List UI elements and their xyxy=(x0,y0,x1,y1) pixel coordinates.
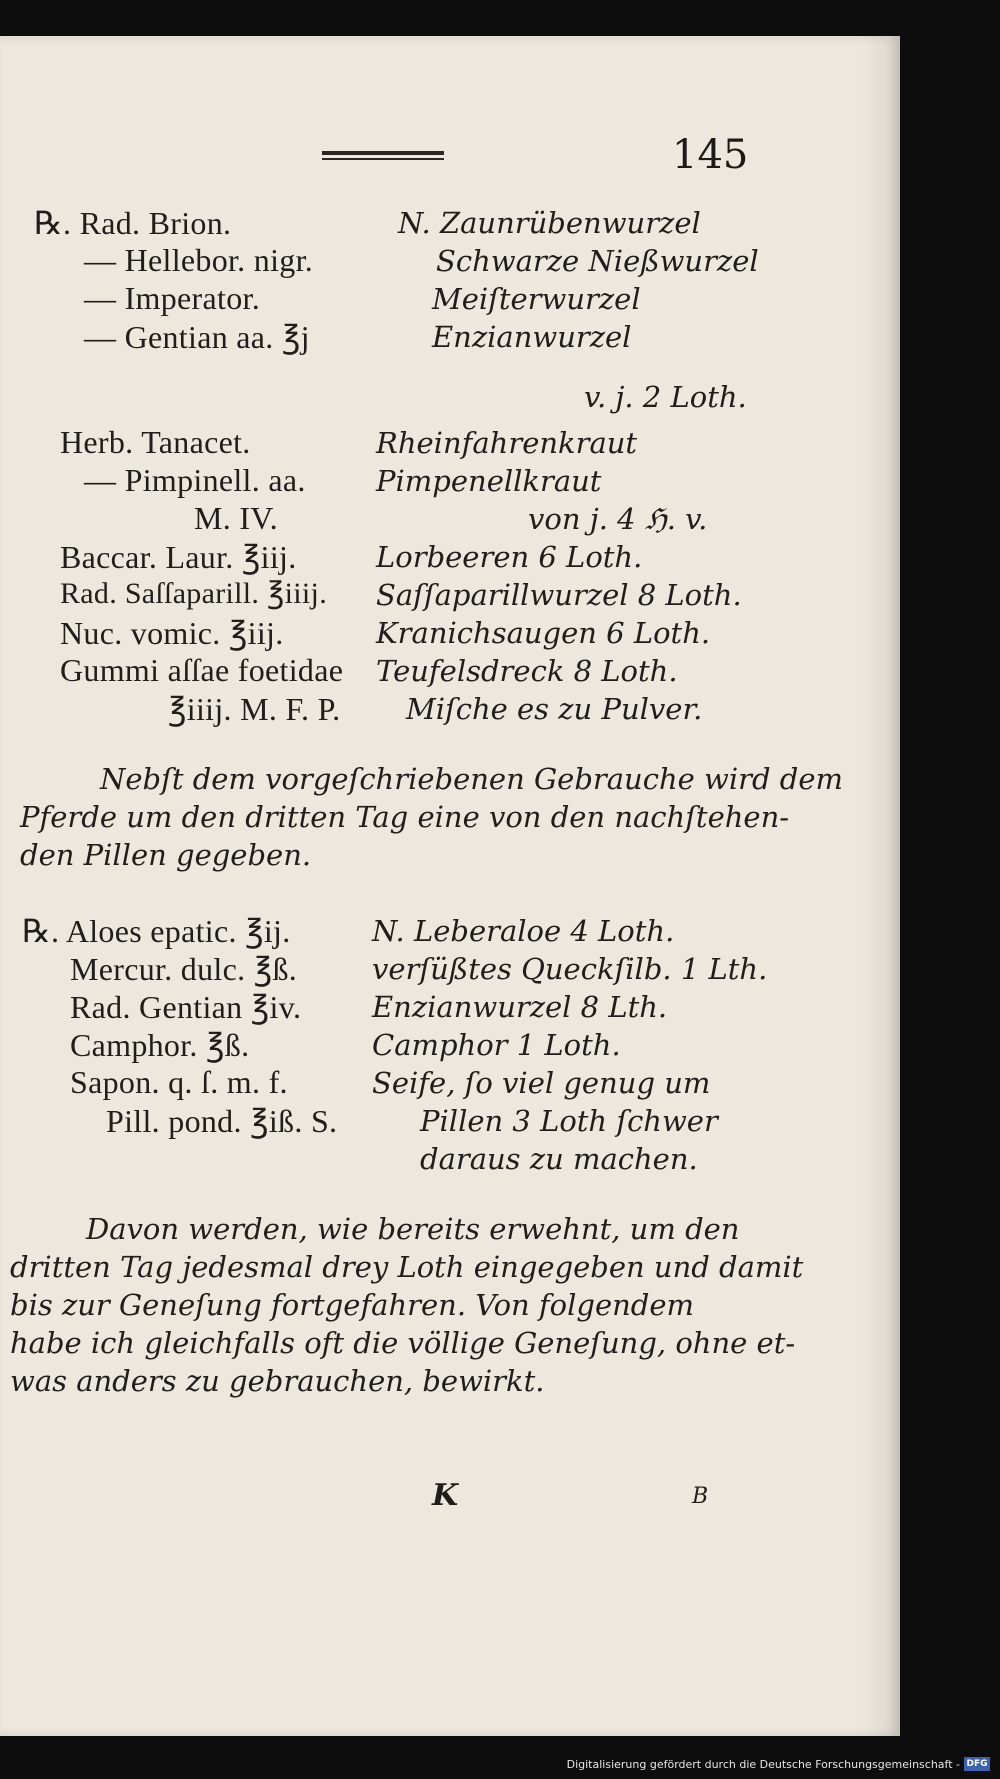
recipe1-german-line: Schwarze Nießwurzel xyxy=(436,244,759,278)
catchword: B xyxy=(692,1484,709,1509)
recipe2-german-line: Camphor 1 Loth. xyxy=(372,1028,621,1062)
recipe1-latin-line: ℞. Rad. Brion. xyxy=(34,205,232,241)
page-edge-shadow xyxy=(860,36,900,1736)
paragraph2-line: Davon werden, wie bereits erwehnt, um den xyxy=(86,1212,740,1246)
recipe1-german-line: Saſſaparillwurzel 8 Loth. xyxy=(376,578,742,612)
recipe2-german-line: daraus zu machen. xyxy=(420,1142,698,1176)
recipe1-german-line: Teufelsdreck 8 Loth. xyxy=(376,654,678,688)
book-page xyxy=(0,36,900,1736)
recipe2-latin-line: Sapon. q. ſ. m. f. xyxy=(70,1064,288,1100)
header-rule-top xyxy=(322,151,444,155)
recipe2-latin-line: Camphor. ℥ß. xyxy=(70,1027,250,1063)
digitization-credit: Digitalisierung gefördert durch die Deutsche Forschungsgemeinschaft - xyxy=(566,1758,960,1771)
recipe1-german-line: Kranichsaugen 6 Loth. xyxy=(376,616,711,650)
recipe1-latin-line: Gummi aſſae foetidae xyxy=(60,652,344,688)
recipe1-latin-line: Baccar. Laur. ℥iij. xyxy=(60,539,297,575)
recipe1-german-line: N. Zaunrübenwurzel xyxy=(398,206,701,240)
recipe1-latin-line: Rad. Saſſaparill. ℥iiij. xyxy=(60,577,327,610)
recipe2-german-line: N. Leberaloe 4 Loth. xyxy=(372,914,675,948)
recipe1-latin-line: ℥iiij. M. F. P. xyxy=(168,691,341,727)
recipe1-latin-line: Herb. Tanacet. xyxy=(60,424,251,460)
paragraph2-line: was anders zu gebrauchen, bewirkt. xyxy=(10,1364,545,1398)
recipe1-german-line: Enzianwurzel xyxy=(432,320,632,354)
header-rule-bottom xyxy=(322,158,444,160)
paragraph2-line: habe ich gleichfalls oft die völlige Geneſung, ohne et- xyxy=(10,1326,796,1360)
paragraph2-line: dritten Tag jedesmal drey Loth eingegeben und damit xyxy=(10,1250,804,1284)
recipe2-latin-line: Mercur. dulc. ℥ß. xyxy=(70,951,298,987)
recipe1-german-line: Rheinfahrenkraut xyxy=(376,426,638,460)
recipe1-latin-line: — Pimpinell. aa. xyxy=(84,462,306,498)
recipe1-latin-line: — Gentian aa. ℥j xyxy=(84,319,310,355)
page-number: 145 xyxy=(672,132,749,178)
dfg-logo: DFG xyxy=(964,1757,990,1771)
recipe2-german-line: Seife, ſo viel genug um xyxy=(372,1066,711,1100)
recipe2-german-line: Enzianwurzel 8 Lth. xyxy=(372,990,668,1024)
paragraph2-line: bis zur Geneſung fortgefahren. Von folgendem xyxy=(10,1288,695,1322)
recipe1-german-line: v. j. 2 Loth. xyxy=(584,380,747,414)
recipe2-latin-line: Rad. Gentian ℥iv. xyxy=(70,989,302,1025)
recipe2-latin-line: Pill. pond. ℥iß. S. xyxy=(106,1103,338,1139)
recipe1-german-line: Pimpenellkraut xyxy=(376,464,602,498)
recipe1-german-line: Meiſterwurzel xyxy=(432,282,641,316)
signature-mark: K xyxy=(432,1478,459,1513)
paragraph1-line: Pferde um den dritten Tag eine von den nachſtehen- xyxy=(20,800,790,834)
recipe2-german-line: Pillen 3 Loth ſchwer xyxy=(420,1104,718,1138)
paragraph1-line: Nebſt dem vorgeſchriebenen Gebrauche wird dem xyxy=(100,762,843,796)
recipe1-german-line: Miſche es zu Pulver. xyxy=(406,692,703,726)
recipe1-latin-line: Nuc. vomic. ℥iij. xyxy=(60,615,284,651)
recipe1-german-line: von j. 4 ℌ. v. xyxy=(528,502,708,536)
recipe1-latin-line: — Hellebor. nigr. xyxy=(84,242,314,278)
recipe2-latin-line: ℞. Aloes epatic. ℥ij. xyxy=(22,913,291,949)
recipe2-german-line: verſüßtes Queckſilb. 1 Lth. xyxy=(372,952,768,986)
recipe1-latin-line: — Imperator. xyxy=(84,280,260,316)
recipe1-german-line: Lorbeeren 6 Loth. xyxy=(376,540,643,574)
recipe1-latin-line: M. IV. xyxy=(194,500,278,536)
paragraph1-line: den Pillen gegeben. xyxy=(20,838,312,872)
